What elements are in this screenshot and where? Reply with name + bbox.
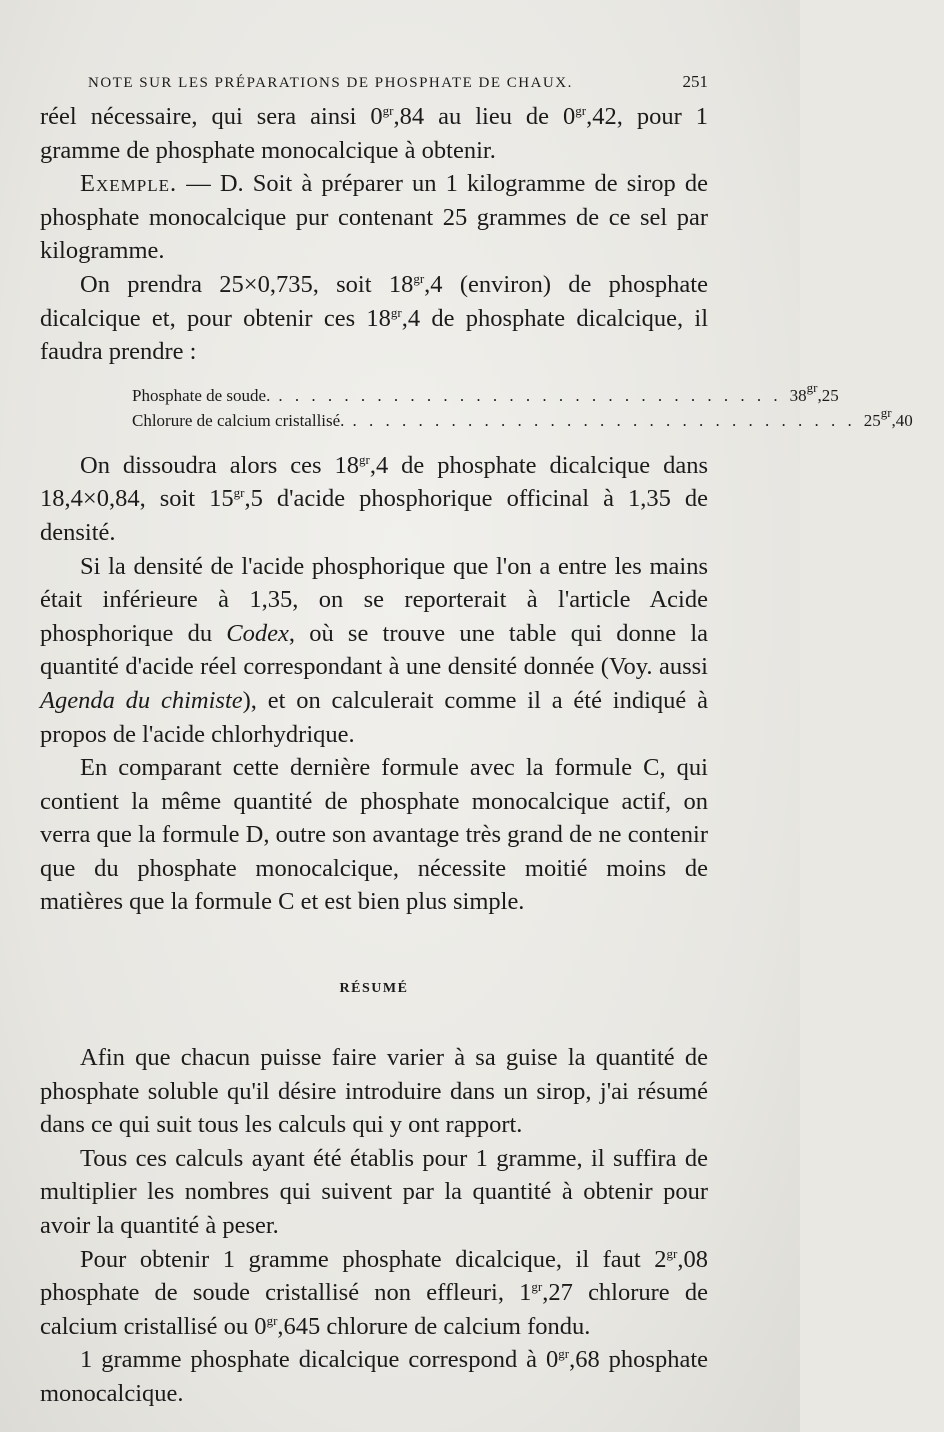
unit-sup: gr: [575, 103, 587, 118]
unit-sup: gr: [413, 270, 425, 286]
text-run: ,4 de phosphate dicalcique dans 18,4×0,84, soit 15: [40, 451, 708, 513]
text-run: ,4 (environ) de phosphate dicalcique et, pour obtenir ces 18: [40, 270, 708, 332]
list-item: [132, 404, 913, 433]
text-run: ,5 d'acide phosphorique officinal à 1,35 de densité.: [40, 485, 708, 546]
text-run: ,08 phosphate de soude cristallisé non effleuri, 1: [40, 1245, 708, 1307]
value-dec: ,40: [891, 410, 913, 430]
unit-sup: gr: [390, 304, 402, 320]
list-item-label: Chlorure de calcium cristallisé.: [132, 410, 345, 430]
paragraph-9: [40, 1243, 708, 1344]
list-item-value: [863, 404, 944, 433]
leader-dots: . . . . . . . . . . . . . . . . . . . . . . . . . . . . . . .: [352, 410, 856, 430]
text-run: 1 gramme phosphate dicalcique correspond à 0: [80, 1346, 559, 1374]
text-run: ,42, pour 1 gramme de phosphate monocalcique à obtenir.: [40, 103, 708, 164]
text-run: , où se trouve une table qui donne la quantité d'acide réel correspondant à une densité donnée (Voy. aussi: [40, 619, 709, 681]
unit-sup: gr: [666, 1245, 678, 1261]
value-int: 25: [863, 410, 881, 430]
text-run: réel nécessaire, qui sera ainsi 0: [40, 103, 383, 130]
paragraph-8: Tous ces calculs ayant été établis pour 1 gramme, il suffira de multiplier les nombres qui suivent par la quantité à obtenir pour avoir la quantité à peser.: [40, 1144, 708, 1240]
unit-sup: gr: [266, 1312, 278, 1328]
unit-sup: gr: [359, 451, 370, 467]
text-run: ,645 chlorure de calcium fondu.: [277, 1312, 591, 1340]
unit-sup: gr: [531, 1279, 543, 1295]
paragraph-5: [40, 550, 708, 752]
paragraph-10: [40, 1343, 708, 1410]
text-run: ,27 chlorure de calcium cristallisé ou 0: [40, 1279, 708, 1340]
unit-sup: gr: [558, 1346, 570, 1362]
unit-sup: gr: [880, 404, 892, 420]
running-header: [40, 72, 708, 92]
italic-agenda: Agenda du chimiste: [40, 686, 243, 714]
text-run: ,4 de phosphate dicalcique, il faudra prendre :: [40, 304, 709, 366]
text-run: ,68 phosphate monocalcique.: [40, 1346, 708, 1407]
unit-sup: gr: [233, 485, 245, 501]
text-run: Si la densité de l'acide phosphorique que l'on a entre les mains était inférieure à 1,35, on se reporterait à l'article Acide phosphorique du: [40, 552, 708, 647]
header-title: NOTE SUR LES PRÉPARATIONS DE PHOSPHATE DE CHAUX.: [88, 75, 573, 91]
value-int: 38: [789, 385, 807, 405]
unit-sup: gr: [806, 379, 818, 395]
value-dec: ,25: [817, 385, 839, 405]
ingredient-list: [40, 379, 913, 433]
paragraph-6: En comparant cette dernière formule avec la formule C, qui contient la même quantité de phosphate monocalcique actif, on verra que la formule D, outre son avantage très grand de ne contenir que du phosphate monocalcique, nécessite moitié moins de matières que la formule C et est bien plus simple.: [40, 754, 708, 916]
text-run: — D. Soit à préparer un 1 kilogramme de sirop de phosphate monocalcique pur contenant 25 grammes de ce sel par kilogramme.: [40, 170, 708, 265]
italic-codex: Codex: [226, 619, 289, 647]
page-number: 251: [682, 72, 708, 91]
list-item: [132, 379, 839, 408]
unit-sup: gr: [382, 103, 394, 118]
paragraph-7: Afin que chacun puisse faire varier à sa guise la quantité de phosphate soluble qu'il désire introduire dans un sirop, j'ai résumé dans ce qui suit tous les calculs qui y ont rapport.: [40, 1044, 708, 1139]
paragraph-example: [40, 167, 708, 268]
text-run: Pour obtenir 1 gramme phosphate dicalcique, il faut 2: [80, 1245, 667, 1273]
text-run: On prendra 25×0,735, soit 18: [80, 270, 414, 298]
leader-dots: . . . . . . . . . . . . . . . . . . . . . . . . . . . . . . .: [278, 385, 782, 405]
text-run: ), et on calculerait comme il a été indiqué à propos de l'acide chlorhydrique.: [40, 686, 708, 748]
paragraph-4: [40, 449, 708, 550]
text-run: ,84 au lieu de 0: [393, 103, 576, 130]
list-item-value: [789, 379, 870, 408]
section-heading: RÉSUMÉ: [339, 981, 409, 997]
list-item-label: Phosphate de soude.: [132, 385, 271, 405]
paragraph-3: [40, 268, 708, 369]
text-run: On dissoudra alors ces 18: [80, 451, 359, 479]
paragraph-1: [40, 100, 708, 167]
example-label: Exemple.: [80, 170, 178, 198]
